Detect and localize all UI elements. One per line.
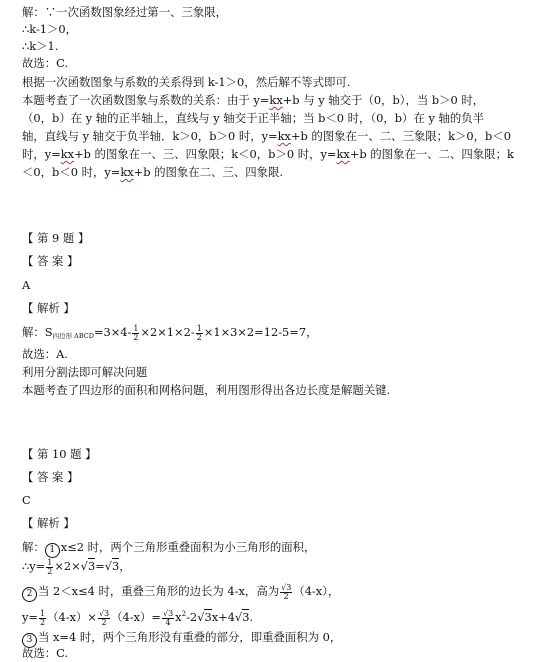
text-span: x: [175, 610, 182, 624]
q9-note: 本题考查了四边形的面积和网格问题，利用图形得出各边长度是解题关键.: [22, 383, 391, 397]
text-span: ∴y=: [22, 559, 46, 573]
fraction-denominator: 2: [39, 617, 46, 627]
text-span: =: [95, 559, 105, 573]
spellcheck-word: kx: [277, 129, 291, 143]
text-span: 本题考查了一次函数图象与系数的关系：由于 y=: [22, 93, 270, 107]
text-span: 当 x=4 时，两个三角形没有重叠的部分，即重叠面积为 0，: [38, 630, 342, 644]
fraction-numerator: 1: [133, 323, 139, 333]
q9-analysis-label: 【 解析 】: [22, 301, 75, 315]
q9-answer: A: [22, 278, 31, 292]
fraction-numerator: 1: [196, 323, 202, 333]
superscript: 2: [181, 610, 187, 618]
circled-number: 1: [45, 543, 60, 558]
text-line: ∴k-1＞0，: [22, 22, 78, 36]
text-span: ，: [119, 559, 131, 573]
text-line: [22, 146, 525, 163]
fraction-denominator: 2: [101, 617, 107, 627]
text-span: ×2×: [54, 559, 81, 573]
q10-step-1-result: ∴y= $\frac{1}{2}$ ×2×√3=√3，: [22, 557, 131, 576]
fraction: [46, 559, 53, 576]
text-line: 解：∵一次函数图象经过第一、三象限，: [22, 5, 228, 19]
text-line: [22, 164, 525, 181]
q9-heading: 【 第 9 题 】: [22, 231, 90, 245]
text-span: ＜0，b＜0 时，y=: [22, 165, 121, 179]
subscript: 四边形 ABCD: [52, 332, 94, 340]
text-span: 解：S: [22, 325, 53, 339]
circled-number: 2: [22, 587, 37, 602]
fraction-denominator: 2: [196, 332, 202, 342]
text-span: .: [249, 610, 254, 624]
text-span: （4-x），: [293, 584, 340, 598]
text-span: -2: [186, 610, 198, 624]
text-span: （4-x）=: [111, 610, 161, 624]
q9-choice: 故选：A.: [22, 347, 69, 361]
q10-answer-label: 【 答 案 】: [22, 470, 79, 484]
spellcheck-word: kx: [120, 165, 134, 179]
q10-analysis-label: 【 解析 】: [22, 516, 75, 530]
fraction-numerator: √3: [98, 608, 110, 618]
text-span: x+4: [211, 610, 235, 624]
fraction: [162, 610, 174, 627]
text-span: 轴，直线与 y 轴交于负半轴．k＞0，b＞0 时，y=: [22, 129, 278, 143]
text-span: x≤2 时，两个三角形重叠面积为小三角形的面积，: [60, 540, 316, 554]
text-span: +b 与 y 轴交于（0，b），当 b＞0 时，: [282, 93, 485, 107]
text-span: +b 的图象在一、二、三象限；k＞0，b＜0: [290, 129, 511, 143]
text-span: 当 2＜x≤4 时，重叠三角形的边长为 4-x，高为: [38, 584, 280, 598]
circled-number: 3: [22, 633, 37, 648]
q9-area-calc: [22, 324, 525, 345]
fraction-numerator: √3: [162, 608, 174, 618]
fraction-numerator: 1: [47, 557, 53, 567]
fraction: [196, 325, 203, 342]
text-span: +b 的图象在一、二、四象限；k: [349, 147, 514, 161]
fraction: [132, 325, 139, 342]
text-span: =3×4-: [93, 325, 132, 339]
text-span: y=: [22, 610, 38, 624]
q9-note: 利用分割法即可解决问题: [22, 365, 148, 379]
text-span: +b 的图象在一、三、四象限；k＜0，b＞0 时，y=: [74, 147, 337, 161]
radicand: 3: [87, 559, 96, 573]
q10-step-1: [22, 539, 525, 558]
fraction-numerator: 1: [39, 608, 46, 618]
radicand: 3: [242, 610, 250, 624]
fraction-numerator: √3: [281, 582, 292, 592]
text-span: ×1×3×2=12-5=7，: [203, 325, 318, 339]
q10-choice: 故选：C.: [22, 646, 69, 660]
fraction: [39, 610, 46, 627]
fraction: [98, 610, 110, 627]
text-line: 故选：C.: [22, 56, 69, 70]
q10-heading: 【 第 10 题 】: [22, 447, 97, 461]
text-line: （0，b）在 y 轴的正半轴上，直线与 y 轴交于正半轴；当 b＜0 时，（0，b）在 y 轴的负半: [22, 111, 485, 125]
text-span: 解：: [22, 540, 45, 554]
text-span: +b 的图象在二、三、四象限.: [133, 165, 284, 179]
q10-step-2-result: y= $\frac{1}{2}$ （4-x）× $\frac{√3}{2}$ （4-x）= $\frac{√3}{4}$ $x^2-2√3x+4√3$.: [22, 608, 254, 627]
q10-answer: C: [22, 493, 31, 507]
text-line: ∴k＞1.: [22, 39, 59, 53]
fraction: [280, 584, 292, 601]
fraction-denominator: 2: [283, 591, 289, 601]
text-span: （4-x）×: [47, 610, 97, 624]
spellcheck-word: kx: [60, 147, 75, 161]
text-line: 根据一次函数图象与系数的关系得到 k-1＞0，然后解不等式即可.: [22, 75, 351, 89]
text-span: 时，y=: [22, 147, 61, 161]
fraction-denominator: 2: [47, 566, 53, 576]
q10-step-2: [22, 583, 525, 602]
radicand: 3: [204, 610, 212, 624]
radicand: 3: [112, 559, 120, 573]
spellcheck-word: kx: [269, 93, 283, 107]
text-span: ×2×1×2-: [140, 325, 195, 339]
text-line: [22, 92, 525, 109]
fraction-denominator: 2: [133, 332, 139, 342]
spellcheck-word: kx: [336, 147, 350, 161]
q9-answer-label: 【 答 案 】: [22, 254, 79, 268]
fraction-denominator: 4: [165, 617, 171, 627]
text-line: [22, 128, 525, 145]
